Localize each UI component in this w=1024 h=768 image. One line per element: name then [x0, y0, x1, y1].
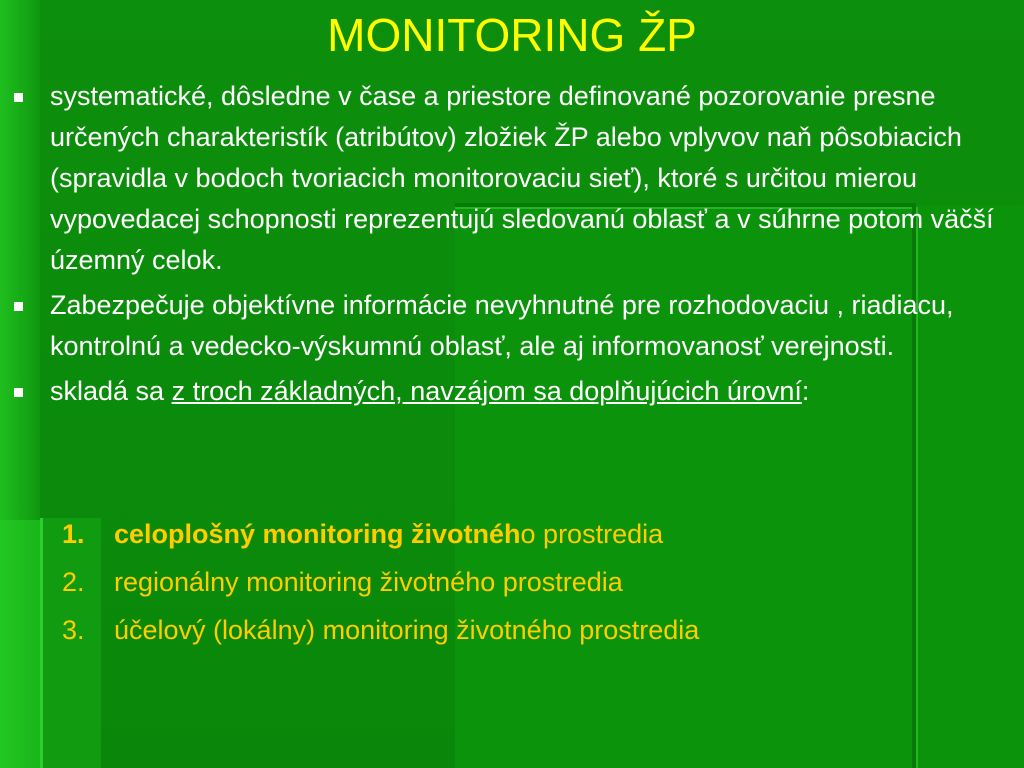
level-text: účelový (lokálny) monitoring životného prostredia — [114, 615, 700, 645]
level-number: 3. — [62, 615, 85, 645]
bullet-list — [0, 76, 1024, 416]
level-text-bold: celoplošný monitoring životnéh — [114, 519, 521, 549]
bullet-text: systematické, dôsledne v čase a priestore definované pozorovanie presne určených charakteristík (atribútov) zložiek ŽP alebo vplyvov naň pôsobiacich (spravidla v bodoch tvoriacich monitorovaciu sieť), ktoré s určitou mierou vypovedacej schopnosti reprezentujú sledovanú oblasť a v súhrne potom väčší územný celok. — [50, 81, 994, 275]
square-bullet-icon — [14, 93, 23, 102]
levels-list — [0, 510, 1024, 654]
level-item — [0, 558, 1024, 606]
bullet-text-underlined: z troch základných, navzájom sa doplňujúcich úrovní — [171, 376, 802, 406]
level-number: 2. — [62, 567, 85, 597]
bullet-text: Zabezpečuje objektívne informácie nevyhnutné pre rozhodovaciu , riadiacu, kontrolnú a vedecko-výskumnú oblasť, ale aj informovanosť verejnosti. — [50, 290, 954, 361]
square-bullet-icon — [14, 302, 23, 311]
bullet-item — [0, 371, 1024, 412]
level-item — [0, 510, 1024, 558]
bullet-item — [0, 285, 1024, 367]
level-text: o prostredia — [520, 519, 664, 549]
bullet-text-prefix: skladá sa — [50, 376, 172, 406]
bullet-text-suffix: : — [801, 376, 810, 406]
level-item — [0, 606, 1024, 654]
square-bullet-icon — [14, 388, 23, 397]
slide-title: MONITORING ŽP — [327, 9, 697, 61]
level-text: regionálny monitoring životného prostredia — [114, 567, 623, 597]
level-number: 1. — [62, 519, 85, 549]
bullet-item — [0, 76, 1024, 281]
